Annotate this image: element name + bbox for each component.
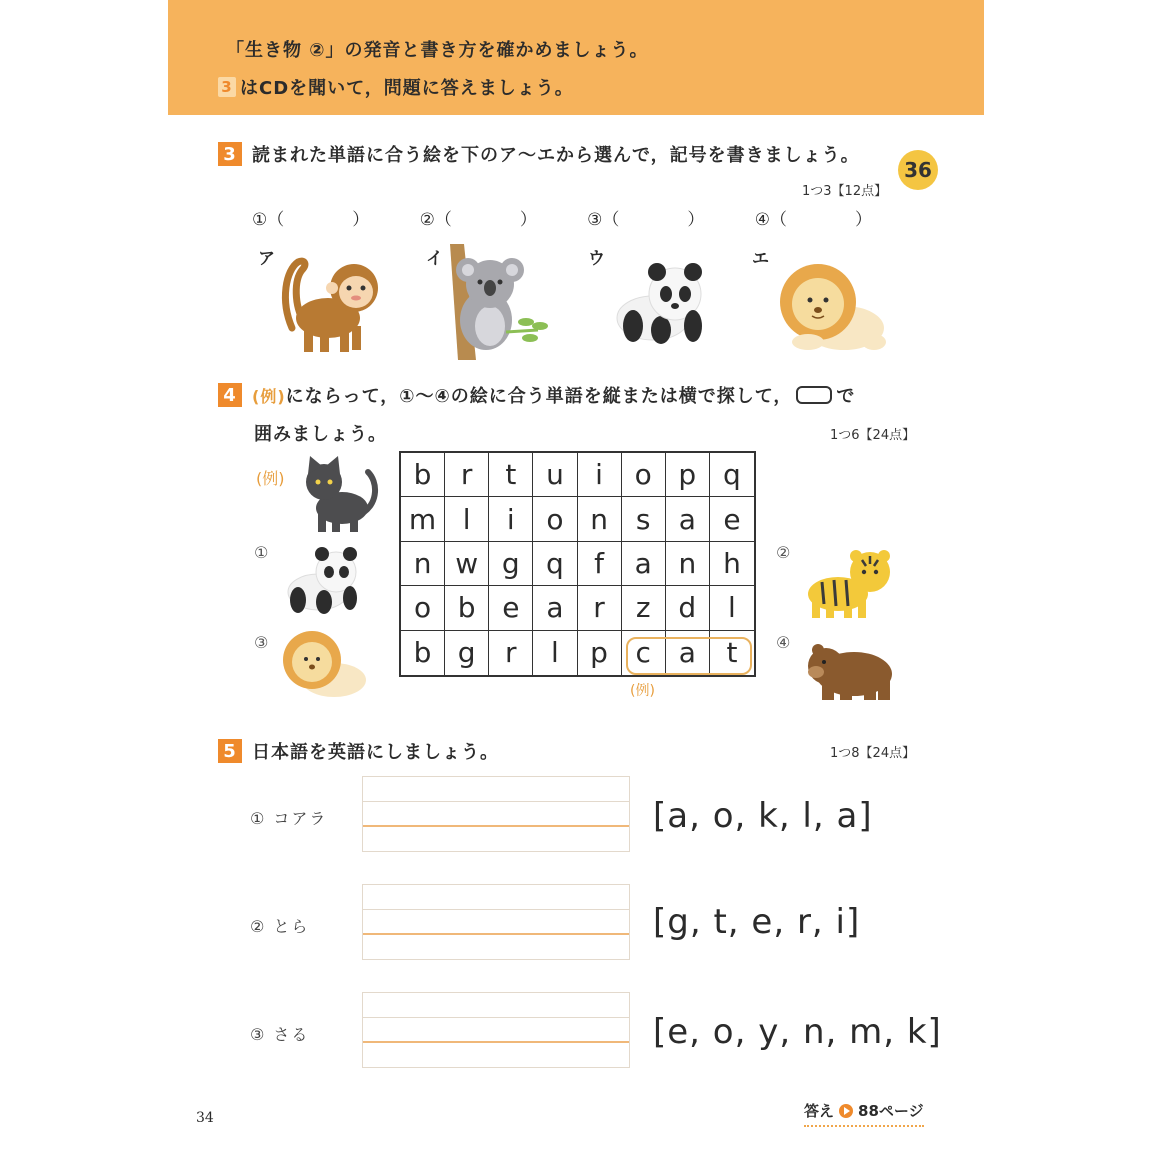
grid-cell[interactable]: t — [489, 453, 533, 497]
grid-cell[interactable]: a — [622, 542, 666, 586]
grid-cell[interactable]: w — [445, 542, 489, 586]
bear-illustration — [802, 638, 898, 704]
grid-cell[interactable]: c — [622, 631, 666, 675]
q3-number: 3 — [218, 142, 242, 166]
q5-item-1-label: ① コアラ — [250, 809, 328, 828]
lion-illustration — [778, 262, 888, 357]
q5-item-2-letters: [g, t, e, r, i] — [653, 902, 861, 942]
grid-cell[interactable]: t — [726, 636, 738, 670]
grid-cell[interactable]: o — [401, 586, 445, 630]
answer-blank-4[interactable]: ④（ ） — [754, 210, 872, 230]
grid-cell[interactable]: p — [578, 631, 622, 675]
header-line-2-text: はCDを聞いて，問題に答えましょう。 — [240, 78, 574, 99]
grid-cell[interactable]: l — [710, 586, 754, 630]
grid-cell[interactable]: f — [578, 542, 622, 586]
q5-answer-box-3[interactable] — [362, 992, 630, 1068]
q4-instruction-1-end: で — [836, 386, 856, 407]
grid-cell[interactable]: l — [533, 631, 577, 675]
grid-cell[interactable]: a — [666, 497, 710, 541]
q3-answer-blanks — [252, 205, 872, 230]
q4-heading-line2 — [254, 420, 387, 446]
q5-answer-box-1[interactable] — [362, 776, 630, 852]
grid-cell[interactable]: e — [489, 586, 533, 630]
q5-heading — [218, 738, 499, 764]
grid-cell[interactable]: i — [578, 453, 622, 497]
grid-cell[interactable]: n — [578, 497, 622, 541]
label-u: ウ — [588, 249, 605, 269]
grid-cell[interactable]: l — [445, 497, 489, 541]
q4-number: 4 — [218, 383, 242, 407]
example-below-label: (例) — [630, 683, 655, 699]
panda-illustration — [613, 262, 713, 347]
header-line-1: 「生き物 ②」の発音と書き方を確かめましょう。 — [226, 40, 649, 61]
grid-cell[interactable]: b — [401, 631, 445, 675]
grid-cell[interactable]: n — [666, 542, 710, 586]
grid-cell[interactable]: a — [666, 631, 710, 675]
answer-blank-1[interactable]: ①（ ） — [252, 210, 370, 230]
q5-number: 5 — [218, 739, 242, 763]
worksheet-page — [168, 0, 984, 1150]
grid-cell[interactable]: m — [401, 497, 445, 541]
grid-cell[interactable]: b — [401, 453, 445, 497]
answer-label: 答え — [804, 1102, 835, 1120]
q4-instruction-2: 囲みましょう。 — [254, 424, 387, 445]
koala-illustration — [446, 244, 551, 360]
header-line-2 — [218, 74, 574, 100]
grid-cell[interactable]: r — [578, 586, 622, 630]
panda-small-illustration — [284, 546, 364, 616]
q5-item-2-label: ② とら — [250, 917, 310, 936]
grid-cell[interactable]: g — [445, 631, 489, 675]
grid-cell[interactable]: i — [489, 497, 533, 541]
marker-1: ① — [254, 543, 269, 562]
grid-cell[interactable]: q — [533, 542, 577, 586]
answer-blank-3[interactable]: ③（ ） — [587, 210, 705, 230]
label-a: ア — [258, 249, 275, 269]
arrow-icon — [839, 1104, 853, 1118]
tiger-illustration — [802, 546, 894, 622]
grid-cell[interactable]: o — [622, 453, 666, 497]
answer-blank-2[interactable]: ②（ ） — [419, 210, 537, 230]
cat-illustration — [298, 452, 380, 534]
grid-cell[interactable]: e — [710, 497, 754, 541]
monkey-illustration — [278, 250, 378, 355]
lion-small-illustration — [280, 630, 370, 702]
example-label: (例) — [256, 469, 285, 488]
grid-cell[interactable]: u — [533, 453, 577, 497]
answer-page: 88ページ — [858, 1102, 924, 1120]
grid-cell[interactable]: s — [622, 497, 666, 541]
grid-cell[interactable]: b — [445, 586, 489, 630]
q4-heading — [218, 382, 855, 408]
q3-points: 1つ3【12点】 — [802, 184, 888, 199]
q4-example-tag: (例) — [252, 386, 286, 406]
q4-instruction-1: にならって，①～④の絵に合う単語を縦または横で探して， — [285, 386, 793, 407]
q5-item-3-label: ③ さる — [250, 1025, 310, 1044]
answer-link[interactable] — [804, 1100, 924, 1127]
grid-cell[interactable]: o — [533, 497, 577, 541]
grid-cell[interactable]: n — [401, 542, 445, 586]
q3-instruction: 読まれた単語に合う絵を下のア～エから選んで，記号を書きましょう。 — [252, 145, 860, 166]
q3-heading — [218, 141, 860, 167]
marker-3: ③ — [254, 633, 269, 652]
header-banner — [168, 0, 984, 115]
grid-cell[interactable]: a — [533, 586, 577, 630]
grid-cell[interactable]: r — [489, 631, 533, 675]
q5-answer-box-2[interactable] — [362, 884, 630, 960]
grid-cell[interactable]: r — [445, 453, 489, 497]
grid-cell[interactable]: q — [710, 453, 754, 497]
page-number: 34 — [196, 1110, 214, 1126]
ring-symbol — [796, 386, 832, 404]
q5-points: 1つ8【24点】 — [830, 746, 916, 761]
label-i: イ — [426, 249, 443, 269]
q5-item-3-letters: [e, o, y, n, m, k] — [653, 1012, 942, 1052]
q5-instruction: 日本語を英語にしましょう。 — [252, 742, 499, 763]
grid-cell[interactable]: d — [666, 586, 710, 630]
grid-cell[interactable]: g — [489, 542, 533, 586]
marker-2: ② — [776, 543, 791, 562]
marker-4: ④ — [776, 633, 791, 652]
header-number-badge: 3 — [218, 77, 236, 97]
cd-track-badge: 36 — [898, 150, 938, 190]
q5-item-1-letters: [a, o, k, l, a] — [653, 796, 873, 836]
grid-cell[interactable]: h — [710, 542, 754, 586]
example-cat-ring — [626, 637, 752, 675]
label-e: エ — [752, 249, 769, 269]
grid-cell[interactable]: p — [666, 453, 710, 497]
grid-cell[interactable]: z — [622, 586, 666, 630]
q4-points: 1つ6【24点】 — [830, 428, 916, 443]
